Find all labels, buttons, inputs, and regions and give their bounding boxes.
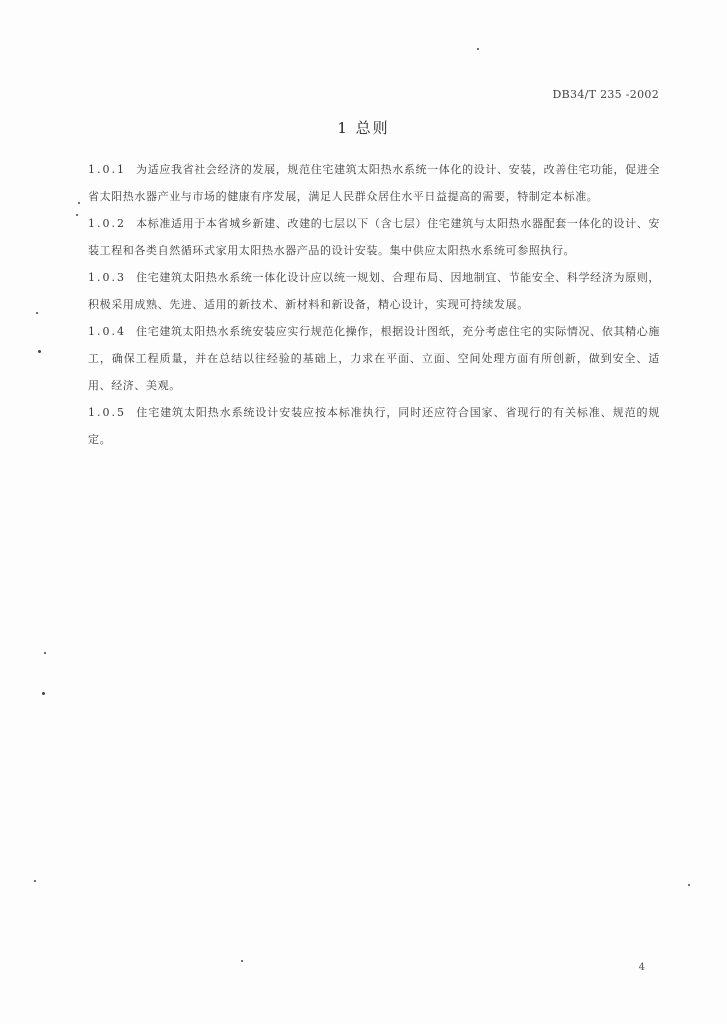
clause-text: 住宅建筑太阳热水系统设计安装应按本标准执行，同时还应符合国家、省现行的有关标准、规范的规定。 [88, 406, 660, 446]
clause-1-0-3 [88, 264, 660, 318]
chapter-title: 1 总则 [337, 119, 390, 137]
clause-number: 1.0.3 [88, 271, 126, 284]
page-number: 4 [638, 962, 645, 973]
scan-speck [36, 312, 38, 314]
scan-speck [34, 880, 36, 882]
scan-speck [241, 960, 243, 962]
clause-list [88, 156, 660, 453]
clause-1-0-2 [88, 210, 660, 264]
scan-speck [44, 652, 46, 654]
scan-speck [688, 884, 690, 886]
clause-text: 本标准适用于本省城乡新建、改建的七层以下（含七层）住宅建筑与太阳热水器配套一体化的设计、安装工程和各类自然循环式家用太阳热水器产品的设计安装。集中供应太阳热水系统可参照执行。 [88, 217, 660, 257]
clause-1-0-1 [88, 156, 660, 210]
clause-text: 住宅建筑太阳热水系统一体化设计应以统一规划、合理布局、因地制宜、节能安全、科学经济为原则，积极采用成熟、先进、适用的新技术、新材料和新设备，精心设计，实现可持续发展。 [88, 271, 660, 311]
scan-speck [477, 48, 479, 50]
clause-1-0-4 [88, 318, 660, 399]
clause-number: 1.0.2 [88, 217, 126, 230]
scan-speck [42, 692, 45, 695]
clause-text: 为适应我省社会经济的发展，规范住宅建筑太阳热水系统一体化的设计、安装，改善住宅功能，促进全省太阳热水器产业与市场的健康有序发展，满足人民群众居住水平日益提高的需要，特制定本标准。 [88, 163, 660, 203]
clause-number: 1.0.1 [88, 163, 126, 176]
scan-speck [38, 350, 41, 353]
standard-code: DB34/T 235 -2002 [552, 88, 659, 101]
scan-speck [78, 202, 80, 204]
clause-number: 1.0.5 [88, 406, 126, 419]
clause-text: 住宅建筑太阳热水系统安装应实行规范化操作，根据设计图纸，充分考虑住宅的实际情况、依其精心施工，确保工程质量，并在总结以往经验的基础上，力求在平面、立面、空间处理方面有所创新，做到安全、适用、经济、美观。 [88, 325, 660, 392]
clause-number: 1.0.4 [88, 325, 126, 338]
clause-1-0-5 [88, 399, 660, 453]
scan-speck [76, 214, 78, 216]
